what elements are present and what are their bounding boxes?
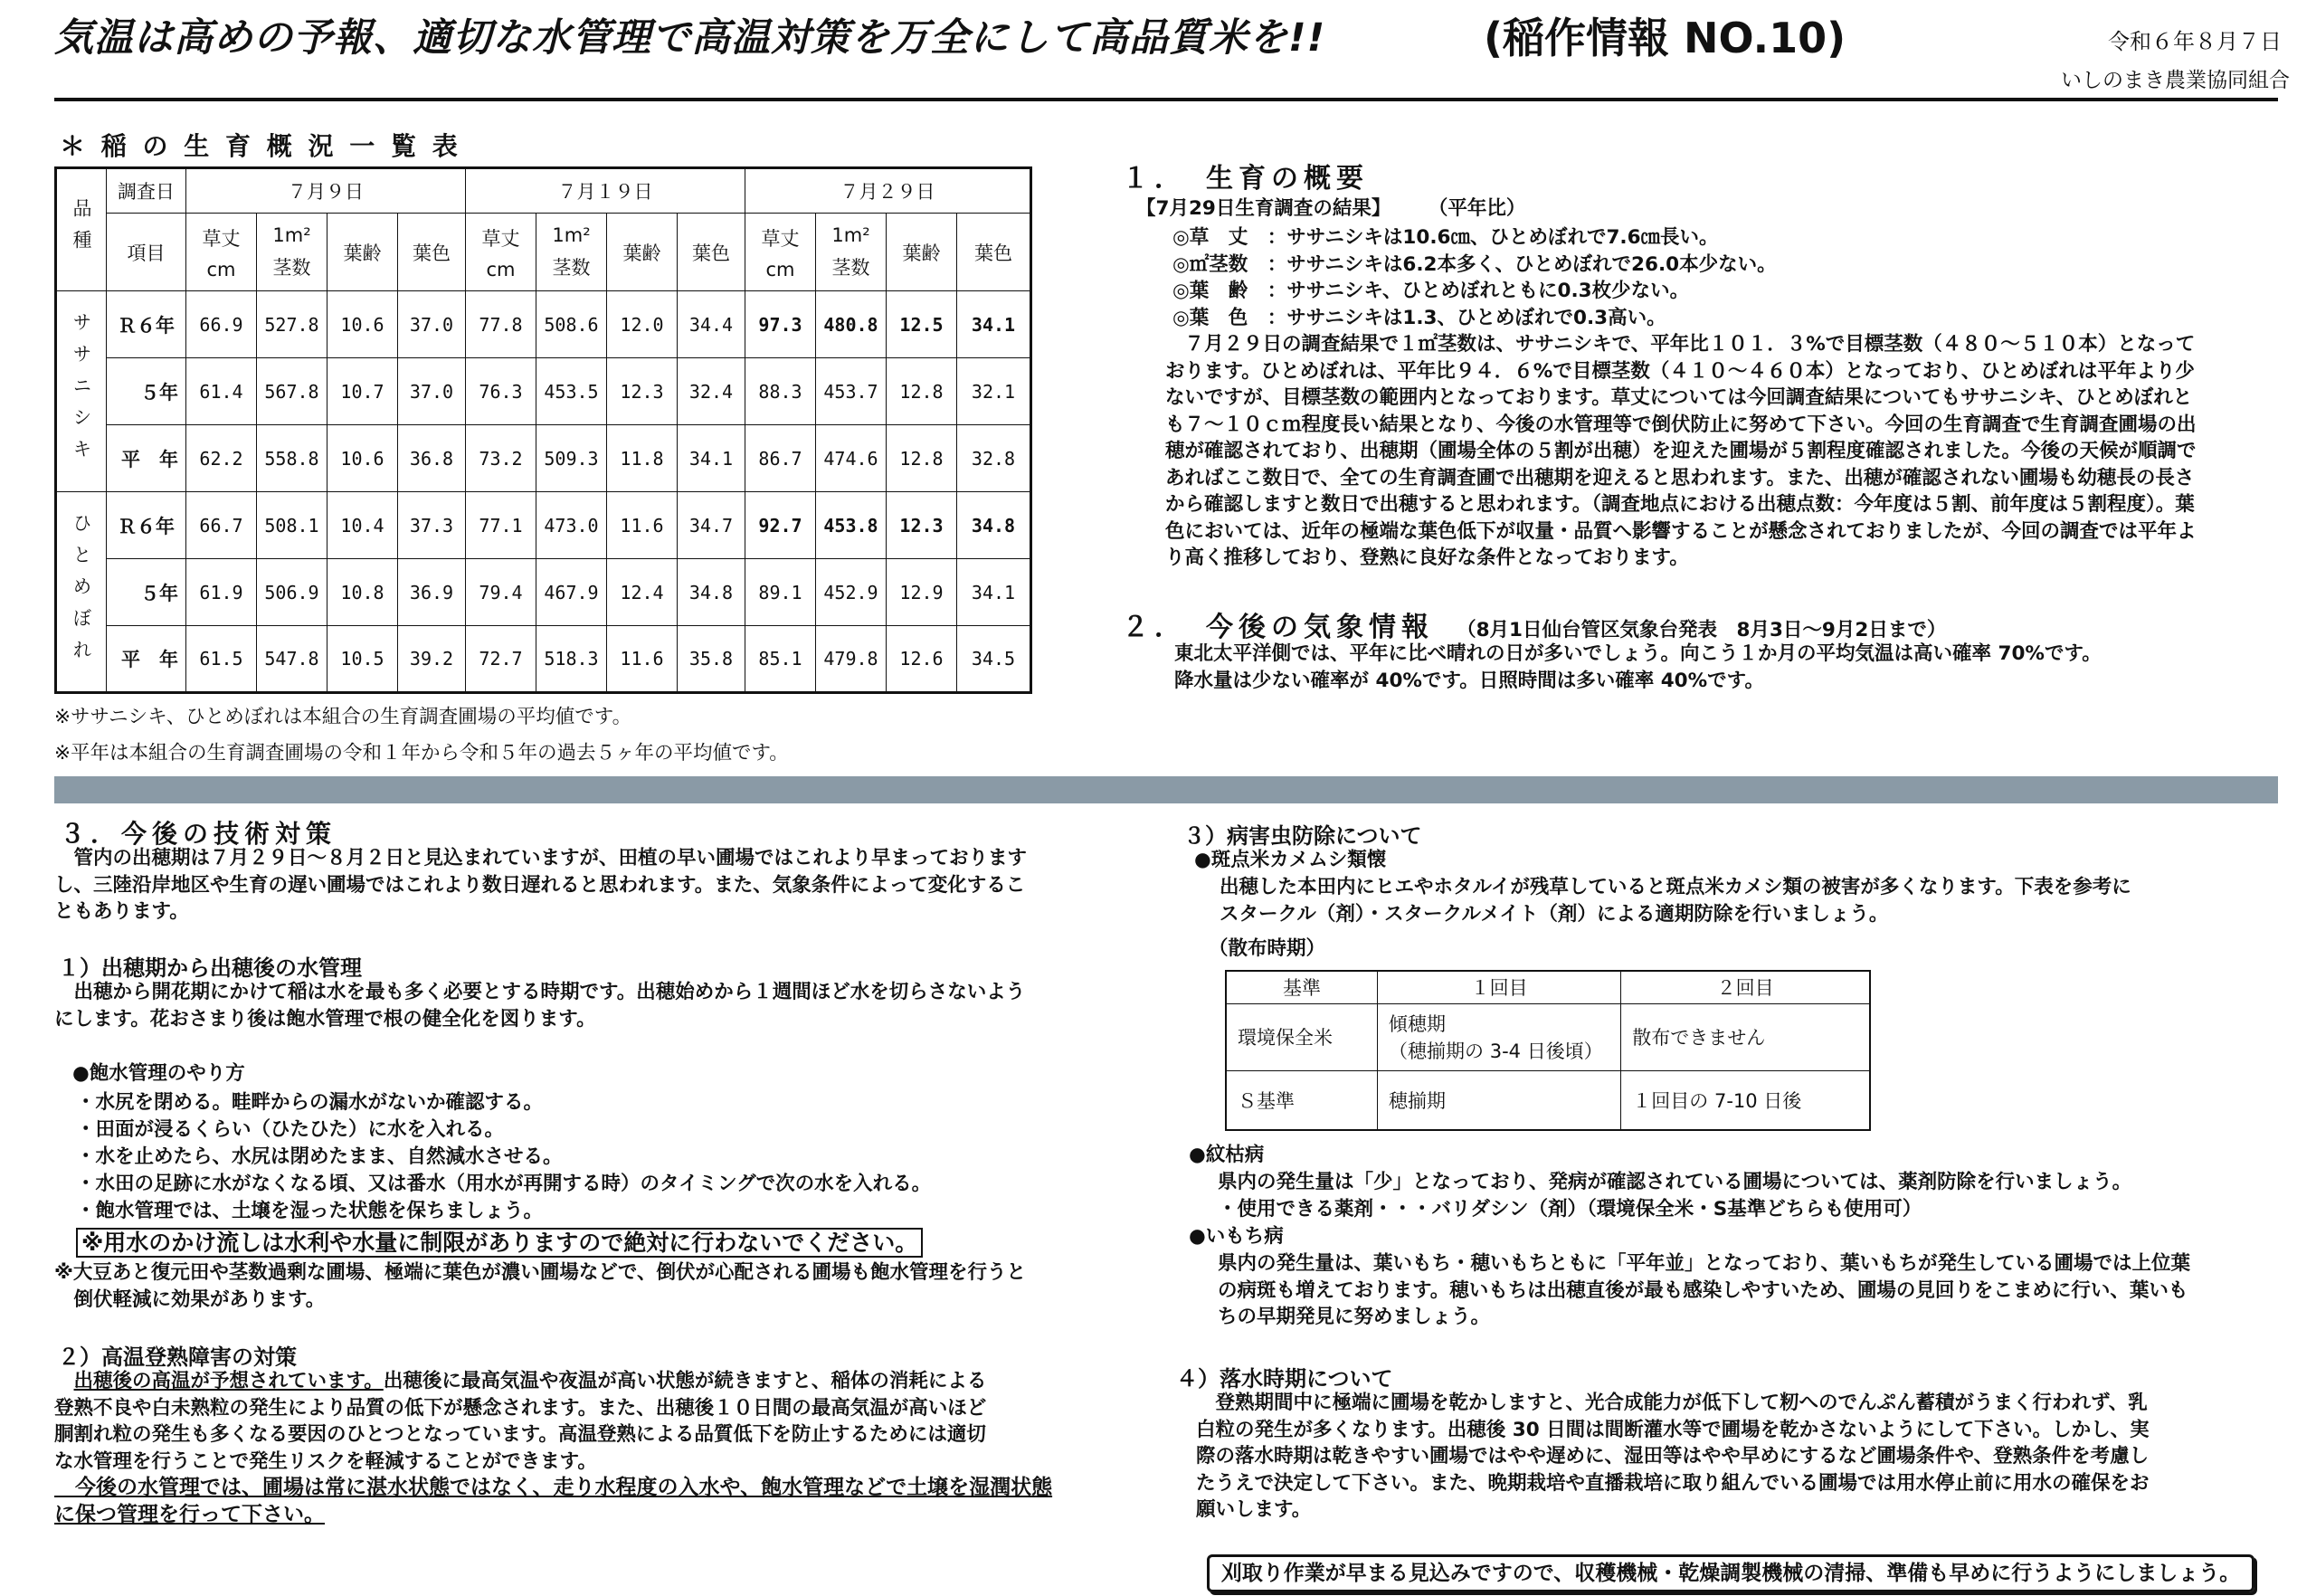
subsection-3-title: ３）病害虫防除について [1183,823,1422,849]
spray-timing-table [1225,970,1871,1131]
row-label: Ｒ６年 [107,492,186,559]
table-cell: 72.7 [466,626,536,693]
headline: 気温は高めの予報、適切な水管理で高温対策を万全にして高品質米を!! [54,15,1326,61]
text-line: たうえで決定して下さい。また、晩期栽培や直播栽培に取り組んでいる圃場では用水停止前に用水の確保をお [1196,1471,2150,1495]
section-3-title: ３．今後の技術対策 [60,819,337,849]
text-line: ないですが、目標茎数の範囲内となっております。草丈については今回調査結果についてもササニシキ、ひとめぼれと [1165,386,2193,409]
table-row [1226,1003,1870,1070]
text-line: の病斑も増えております。穂いもちは出穂直後が最も感染しやすいため、圃場の見回りをこまめに行い、葉いも [1218,1278,2188,1302]
column-label-top: 1m² [552,223,591,246]
table-cell: 474.6 [816,425,887,492]
column-label-bottom: 茎数 [272,256,311,279]
spray-header-second: ２回目 [1621,971,1870,1003]
text-line: り高く推移しており、登熟に良好な条件となっております。 [1165,546,1689,569]
text-line: 東北太平洋側では、平年に比べ晴れの日が多いでしょう。向こう１か月の平均気温は高い確率 70%です。 [1174,642,2102,665]
table-cell: 32.4 [678,358,745,425]
table-cell: 34.1 [957,291,1031,358]
text-line: 倒伏軽減に効果があります。 [54,1287,326,1311]
table-cell: 37.0 [398,358,466,425]
text-line: 県内の発生量は、葉いもち・穂いもちともに「平年並」となっており、葉いもちが発生している圃場では上位葉 [1218,1252,2191,1275]
text-line [54,1368,1052,1395]
text-line: 登熟不良や白未熟粒の発生により品質の低下が懸念されます。また、出穂後１０日間の最高気温が高いほど [54,1396,987,1420]
table-cell: 453.7 [816,358,887,425]
column-label [327,214,398,291]
table-cell: 473.0 [536,492,607,559]
issue-number: (稲作情報 NO.10) [1484,14,1846,62]
text-line: 色においては、近年の極端な葉色低下が収量・品質へ影響することが懸念されておりましたが、今回の調査では平年よ [1165,519,2197,543]
text-line: スタークル（剤）・スタークルメイト（剤）による適期防除を行いましょう。 [1220,902,1889,926]
section-2-title: ２． 今後の気象情報 [1122,612,1434,643]
table-cell: 34.1 [957,559,1031,626]
table-cell: 508.6 [536,291,607,358]
column-label-top: 葉齢 [622,242,661,264]
table-cell: 567.8 [257,358,327,425]
sheath-blight-title: ●紋枯病 [1189,1144,1265,1166]
column-label [398,214,466,291]
text-fragment: 管内の出穂期は７月２９日～８月２日と見込まれていますが、田植の早い圃場ではこれより早まっておりま [54,847,1008,869]
date-header: 調査日 [107,168,186,214]
text-line: 際の落水時期は乾きやすい圃場ではやや遅めに、湿田等はやや早めにするなど圃場条件や、登熟条件を考慮し [1196,1445,2150,1468]
column-label [186,214,257,291]
table-cell: 10.6 [327,425,398,492]
table-cell: 11.6 [607,492,678,559]
table-row [1226,971,1870,1003]
section-2-heading [1122,604,1946,644]
table-cell: 77.1 [466,492,536,559]
table-row [1226,1070,1870,1130]
text-line: おります。ひとめぼれは、平年比９４．６%で目標茎数（４１０～４６０本）となっており、ひとめぼれは平年より少 [1165,359,2195,383]
column-label [678,214,745,291]
table-cell: 34.7 [678,492,745,559]
text-line: ・使用できる薬剤・・・バリダシン（剤）（環境保全米・S基準どちらも使用可） [1218,1197,1922,1221]
table-cell: 35.8 [678,626,745,693]
list-item: ◎葉 色 ：ササニシキは1.3、ひとめぼれで0.3高い。 [1172,306,1666,329]
date-col-1: ７月９日 [186,168,466,214]
variety-name: ひとめぼれ [71,512,92,671]
table-cell: 506.9 [257,559,327,626]
spray-std-1: 環境保全米 [1226,1003,1378,1070]
text-line: な水管理を行うことで発生リスクを軽減することができます。 [54,1449,597,1473]
column-label [816,214,887,291]
table-cell: 34.5 [957,626,1031,693]
text-line: 白粒の発生が多くなります。出穂後 30 日間は間断灌水等で圃場を乾かさないようにして下さい。しかし、実 [1196,1418,2150,1441]
list-item: ◎㎡茎数 ：ササニシキは6.2本多く、ひとめぼれで26.0本少ない。 [1172,252,1777,276]
table-cell: 10.5 [327,626,398,693]
spray-header-first: １回目 [1378,971,1621,1003]
table-cell: 76.3 [466,358,536,425]
growth-table [54,166,1032,694]
rice-blast-paragraph [1218,1250,2190,1331]
table-row [56,425,1031,492]
column-label-top: 1m² [831,223,870,246]
subsection-2-paragraph [54,1368,1052,1528]
text-line: あればここ数日で、全ての生育調査圃で出穂期を迎えると思われます。また、出穂が確認されない圃場も幼穂長の長さ [1165,466,2195,489]
spray-std-2: Ｓ基準 [1226,1070,1378,1130]
table-row [56,626,1031,693]
column-label-top: 葉色 [413,242,451,264]
table-cell: 527.8 [257,291,327,358]
table-row [56,358,1031,425]
table-cell: 85.1 [745,626,816,693]
table-cell: 32.1 [957,358,1031,425]
column-label-top: 草丈 [761,227,800,250]
table-note-2: ※平年は本組合の生育調査圃場の令和１年から令和５年の過去５ヶ年の平均値です。 [54,742,789,765]
table-cell: 453.5 [536,358,607,425]
table-cell: 73.2 [466,425,536,492]
table-cell: 34.4 [678,291,745,358]
row-label: ５年 [107,358,186,425]
text-line: ※大豆あと復元田や茎数過剰な圃場、極端に葉色が濃い圃場などで、倒伏が心配される圃場も飽水管理を行うと [54,1261,1026,1284]
divider-band [54,776,2278,803]
column-label-top: 葉齢 [902,242,941,264]
item-header: 項目 [107,214,186,291]
column-label-bottom: cm [206,258,236,280]
table-cell: 479.8 [816,626,887,693]
table-cell: 12.8 [887,358,957,425]
table-cell: 480.8 [816,291,887,358]
spray-second-2: １回目の 7-10 日後 [1621,1070,1870,1130]
table-cell: 467.9 [536,559,607,626]
table-cell: 452.9 [816,559,887,626]
column-label [257,214,327,291]
spray-first-1-detail: （穂揃期の 3-4 日後頃） [1389,1040,1603,1062]
text-line: 胴割れ粒の発生も多くなる要因のひとつとなっています。高温登熟による品質低下を防止するためには適切 [54,1423,986,1446]
spray-second-1: 散布できません [1621,1003,1870,1070]
text-line [54,1502,1052,1529]
table-cell: 12.0 [607,291,678,358]
table-cell: 453.8 [816,492,887,559]
stinkbug-paragraph [1220,874,2131,927]
table-row [56,492,1031,559]
date-col-3: ７月２９日 [745,168,1031,214]
column-label-top: 草丈 [481,227,520,250]
section-1-subtitle [1136,195,1525,223]
table-cell: 12.9 [887,559,957,626]
table-cell: 32.8 [957,425,1031,492]
rice-blast-title: ●いもち病 [1189,1225,1284,1248]
subsection-1-paragraph [54,979,1025,1032]
header-rule [54,98,2278,101]
breed-header-label: 品種 [71,198,92,261]
table-cell: 92.7 [745,492,816,559]
section-1-sub-note: （平年比） [1428,197,1526,220]
text-line: にします。花おさまり後は飽水管理で根の健全化を図ります。 [54,1007,596,1031]
subsection-2-title: ２）高温登熟障害の対策 [58,1344,297,1370]
text-line: 穂が確認されており、出穂期（圃場全体の５割が出穂）を迎えた圃場が５割程度確認されました。今後の天候が順調で [1165,440,2197,462]
table-cell: 77.8 [466,291,536,358]
harvest-reminder-box: 刈取り作業が早まる見込みですので、収穫機械・乾燥調製機械の清掃、準備も早めに行うようにしましょう。 [1207,1554,2254,1592]
text-line: ともあります。 [54,900,189,923]
table-cell: 547.8 [257,626,327,693]
table-cell: 10.6 [327,291,398,358]
table-cell: 37.3 [398,492,466,559]
table-cell: 10.7 [327,358,398,425]
spray-header-standard: 基準 [1226,971,1378,1003]
variety-cell [56,492,107,693]
table-cell: 66.9 [186,291,257,358]
section-1-paragraph [1165,331,2197,572]
table-cell: 10.8 [327,559,398,626]
high-temp-lead: 出穂後の高温が予想されています。 [73,1370,384,1392]
row-label: Ｒ６年 [107,291,186,358]
text-fragment: に保つ管理を行って下さい。 [54,1502,325,1526]
table-cell: 79.4 [466,559,536,626]
table-cell: 10.4 [327,492,398,559]
column-label-top: 葉色 [974,242,1012,264]
table-cell: 36.8 [398,425,466,492]
text-line [54,845,1027,872]
text-line: 登熟期間中に極端に圃場を乾かしますと、光合成能力が低下して籾へのでんぷん蓄積がうまく行われず、乳 [1196,1392,2148,1414]
table-cell: 34.8 [957,492,1031,559]
text-fragment: す [1007,847,1028,869]
table-cell: 97.3 [745,291,816,358]
text-fragment: 今後の水管理では、圃場は常に湛水状態ではなく、走り水程度の入水や、飽水管理などで土壌を湿潤状態 [54,1476,1053,1499]
saturated-water-title: ●飽水管理のやり方 [72,1062,245,1085]
table-subheader-row [56,214,1031,291]
table-cell: 36.9 [398,559,466,626]
subsection-4-paragraph [1196,1390,2150,1524]
text-line: も７～１０ｃｍ程度長い結果となり、今後の水管理等で倒伏防止に努めて下さい。今回の生育調査で生育調査圃場の出 [1165,413,2197,436]
subsection-4-title: ４）落水時期について [1176,1366,1393,1392]
issue-date: 令和６年８月７日 [2108,29,2282,54]
spray-first-1-main: 傾穂期 [1389,1013,1447,1035]
table-cell: 61.9 [186,559,257,626]
water-warning [76,1225,923,1258]
table-cell: 12.3 [607,358,678,425]
column-label [957,214,1031,291]
column-label [607,214,678,291]
table-cell: 89.1 [745,559,816,626]
text-line: から確認しますと数日で出穂すると思われます。（調査地点における出穂点数：今年度は５割、前年度は５割程度）。葉 [1165,493,2195,516]
text-fragment: 出穂後に最高気温や夜温が高い状態が続きますと、稲体の消耗による [383,1370,987,1392]
table-cell: 508.1 [257,492,327,559]
table-cell: 509.3 [536,425,607,492]
list-item: ◎草 丈 ：ササニシキは10.6㎝、ひとめぼれで7.6㎝長い。 [1172,226,1719,249]
breed-header [56,168,107,291]
spray-timing-title: （散布時期） [1209,937,1326,960]
table-cell: 66.7 [186,492,257,559]
table-cell: 61.5 [186,626,257,693]
column-label-bottom: 茎数 [552,256,591,279]
growth-table-body [56,291,1031,693]
section-1-sub-label: 【7月29日生育調査の結果】 [1136,197,1391,220]
text-line: 出穂から開花期にかけて稲は水を最も多く必要とする時期です。出穂始めから１週間ほど水を切らさないよう [54,981,1026,1003]
column-label-bottom: cm [765,258,795,280]
column-label-top: 葉色 [692,242,730,264]
column-label [466,214,536,291]
organization-name: いしのまき農業協同組合 [2061,69,2290,92]
spray-first-1 [1378,1003,1621,1070]
table-note-1: ※ササニシキ、ひとめぼれは本組合の生育調査圃場の平均値です。 [54,706,632,728]
table-cell: 12.8 [887,425,957,492]
column-label-bottom: cm [486,258,516,280]
section-1-title: １． 生育の概要 [1122,163,1369,195]
column-label [887,214,957,291]
list-item: ◎葉 齢 ：ササニシキ、ひとめぼれともに0.3枚少ない。 [1172,280,1690,302]
table-cell: 61.4 [186,358,257,425]
list-item: ・水尻を閉める。畦畔からの漏水がないか確認する。 [76,1091,544,1114]
text-line: し、三陸沿岸地区や生育の遅い圃場ではこれより数日遅れると思われます。また、気象条件によって変化するこ [54,873,1026,897]
table-row [56,559,1031,626]
table-cell: 12.6 [887,626,957,693]
subsection-1-title: １）出穂期から出穂後の水管理 [58,955,362,981]
column-label [745,214,816,291]
list-item: ・田面が浸るくらい（ひたひた）に水を入れる。 [76,1118,505,1141]
table-cell: 37.0 [398,291,466,358]
table-cell: 12.4 [607,559,678,626]
variety-cell [56,291,107,492]
column-label-top: 草丈 [202,227,241,250]
list-item: ・飽水管理では、土壌を湿った状態を保ちましょう。 [76,1200,544,1222]
column-label-top: 葉齢 [343,242,382,264]
row-label: 平 年 [107,425,186,492]
table-cell: 12.3 [887,492,957,559]
section-2-note: （8月1日仙台管区気象台発表 8月3日～9月2日まで） [1457,619,1947,641]
table-cell: 39.2 [398,626,466,693]
stinkbug-title: ●斑点米カメムシ類懐 [1194,849,1387,871]
table-header-row [56,168,1031,214]
section-3-intro [54,845,1027,926]
text-line [54,1475,1052,1502]
water-warning-text: ※用水のかけ流しは水利や水量に制限がありますので絶対に行わないでください。 [76,1228,923,1258]
subsection-1-note [54,1259,1026,1313]
table-cell: 62.2 [186,425,257,492]
column-label-top: 1m² [272,223,311,246]
row-label: ５年 [107,559,186,626]
table-cell: 88.3 [745,358,816,425]
list-item: ・水を止めたら、水尻は閉めたまま、自然減水させる。 [76,1145,563,1168]
column-label-bottom: 茎数 [831,256,870,279]
list-item: ・水田の足跡に水がなくなる頃、又は番水（用水が再開する時）のタイミングで次の水を入れる。 [76,1173,932,1195]
row-label: 平 年 [107,626,186,693]
section-1-items [1172,224,1777,331]
text-line: 願いします。 [1196,1498,1312,1521]
text-line: ちの早期発見に努めましょう。 [1218,1306,1491,1328]
table-cell: 11.8 [607,425,678,492]
table-cell: 34.1 [678,425,745,492]
table-row [56,291,1031,358]
growth-table-title: ＊ 稲 の 生 育 概 況 一 覧 表 [60,131,461,161]
table-cell: 86.7 [745,425,816,492]
table-cell: 12.5 [887,291,957,358]
variety-name: ササニシキ [71,312,92,470]
spray-first-2: 穂揃期 [1378,1070,1621,1130]
text-line: 県内の発生量は「少」となっており、発病が確認されている圃場については、薬剤防除を行いましょう。 [1218,1171,2132,1193]
section-2-paragraph [1174,641,2102,694]
text-line: 降水量は少ない確率が 40%です。日照時間は多い確率 40%です。 [1174,669,1764,692]
saturated-water-list [76,1089,931,1225]
date-col-2: ７月１９日 [466,168,745,214]
sheath-blight-paragraph [1218,1169,2131,1222]
table-cell: 34.8 [678,559,745,626]
table-cell: 558.8 [257,425,327,492]
table-cell: 11.6 [607,626,678,693]
text-line: ７月２９日の調査結果で１㎡茎数は、ササニシキで、平年比１０１．３%で目標茎数（４８０～５１０本）となって [1165,333,2196,356]
text-line: 出穂した本田内にヒエやホタルイが残草していると斑点米カメシ類の被害が多くなります。下表を参考に [1220,876,2131,898]
column-label [536,214,607,291]
table-cell: 518.3 [536,626,607,693]
